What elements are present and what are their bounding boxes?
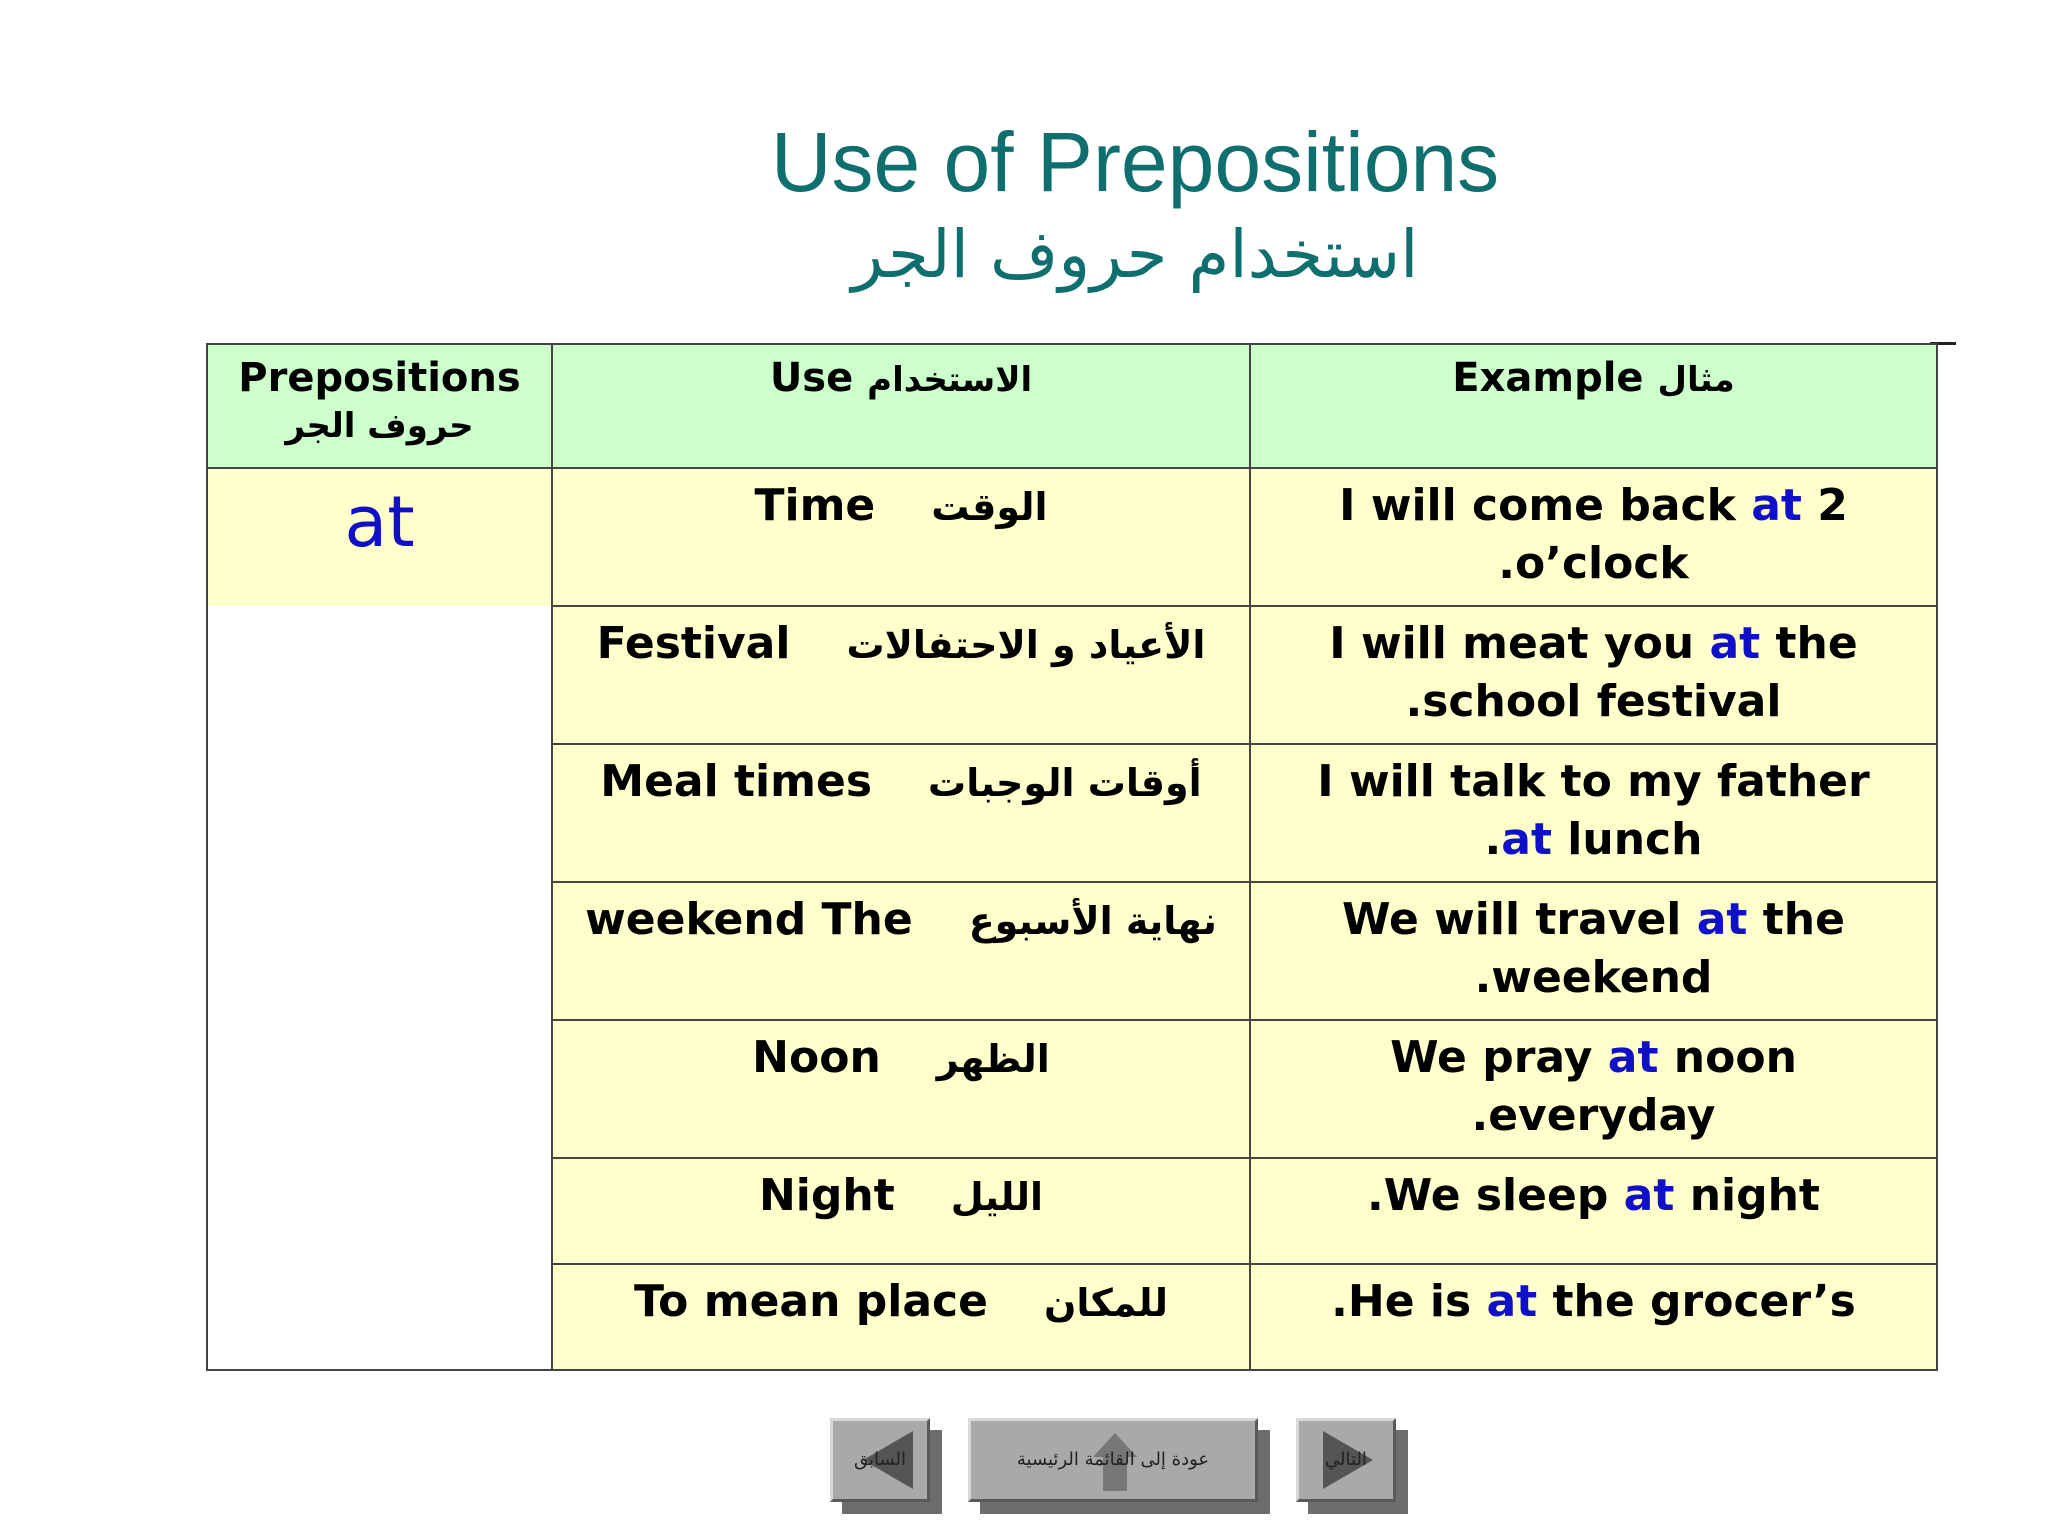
header-example	[1250, 344, 1937, 468]
example-text: the	[1747, 894, 1845, 945]
header-example-en: Example	[1452, 355, 1644, 401]
header-prepositions	[207, 344, 552, 468]
example-line2: .school festival	[1405, 676, 1782, 727]
previous-label: السابق	[853, 1449, 907, 1470]
use-en: To mean place	[634, 1276, 988, 1327]
example-at: at	[1696, 894, 1748, 945]
example-at: at	[1501, 814, 1552, 865]
example-cell	[1250, 468, 1937, 606]
table-row	[207, 468, 1937, 606]
use-cell	[552, 606, 1250, 744]
example-text: the	[1760, 618, 1858, 669]
example-text: .We sleep	[1367, 1170, 1624, 1221]
use-en: Meal times	[600, 756, 873, 807]
example-line2: .o’clock	[1498, 538, 1689, 589]
header-prepositions-ar: حروف الجر	[285, 406, 474, 446]
preposition-at: at	[344, 481, 415, 563]
preposition-cell-empty	[207, 606, 552, 1370]
header-use-en: Use	[769, 355, 854, 401]
header-example-ar: مثال	[1657, 360, 1735, 400]
example-cell	[1250, 744, 1937, 882]
use-ar: الوقت	[931, 485, 1048, 529]
example-line2: .weekend	[1474, 952, 1713, 1003]
use-cell	[552, 468, 1250, 606]
example-at: at	[1751, 480, 1802, 531]
use-en: Time	[754, 480, 876, 531]
previous-button[interactable]	[830, 1418, 930, 1502]
use-ar: نهاية الأسبوع	[968, 899, 1217, 943]
use-ar: أوقات الوجبات	[928, 761, 1202, 805]
example-cell	[1250, 1264, 1937, 1370]
preposition-cell	[207, 468, 552, 606]
next-label: التالي	[1325, 1449, 1367, 1470]
use-cell	[552, 1020, 1250, 1158]
use-ar: الليل	[950, 1175, 1043, 1219]
slide-title-arabic: استخدام حروف الجر	[851, 216, 1419, 293]
table-row	[207, 606, 1937, 744]
example-text: .	[1484, 814, 1502, 865]
use-cell	[552, 882, 1250, 1020]
example-cell	[1250, 606, 1937, 744]
use-en: Noon	[752, 1032, 881, 1083]
header-prepositions-en: Prepositions	[238, 355, 521, 401]
header-use-ar: الاستخدام	[867, 360, 1033, 400]
prepositions-table	[206, 343, 1938, 1371]
use-cell	[552, 1264, 1250, 1370]
example-text: 2	[1801, 480, 1848, 531]
example-text: night	[1674, 1170, 1820, 1221]
use-ar: للمكان	[1043, 1281, 1168, 1325]
example-text: the grocer’s	[1537, 1276, 1856, 1327]
example-text: noon	[1658, 1032, 1797, 1083]
example-at: at	[1607, 1032, 1659, 1083]
use-cell	[552, 1158, 1250, 1264]
next-button[interactable]	[1296, 1418, 1396, 1502]
table-header-row	[207, 344, 1937, 468]
example-at: at	[1623, 1170, 1675, 1221]
example-cell	[1250, 1020, 1937, 1158]
example-text: We will travel	[1342, 894, 1697, 945]
example-text: I will talk to my father	[1317, 756, 1870, 807]
example-text: lunch	[1551, 814, 1703, 865]
slide-title: Use of Prepositions	[770, 115, 1500, 209]
use-ar: الأعياد و الاحتفالات	[846, 623, 1206, 667]
use-en: Festival	[596, 618, 791, 669]
use-en: Night	[758, 1170, 895, 1221]
example-text: I will come back	[1339, 480, 1752, 531]
example-line2: .everyday	[1471, 1090, 1716, 1141]
example-cell	[1250, 882, 1937, 1020]
use-en: weekend The	[585, 894, 913, 945]
home-label: عودة إلى القائمة الرئيسية	[1016, 1449, 1210, 1470]
example-at: at	[1709, 618, 1761, 669]
example-text: .He is	[1331, 1276, 1487, 1327]
header-use	[552, 344, 1250, 468]
use-cell	[552, 744, 1250, 882]
use-ar: الظهر	[936, 1037, 1050, 1081]
example-text: I will meat you	[1329, 618, 1710, 669]
example-cell	[1250, 1158, 1937, 1264]
home-button[interactable]	[968, 1418, 1258, 1502]
example-text: We pray	[1390, 1032, 1608, 1083]
example-at: at	[1486, 1276, 1538, 1327]
